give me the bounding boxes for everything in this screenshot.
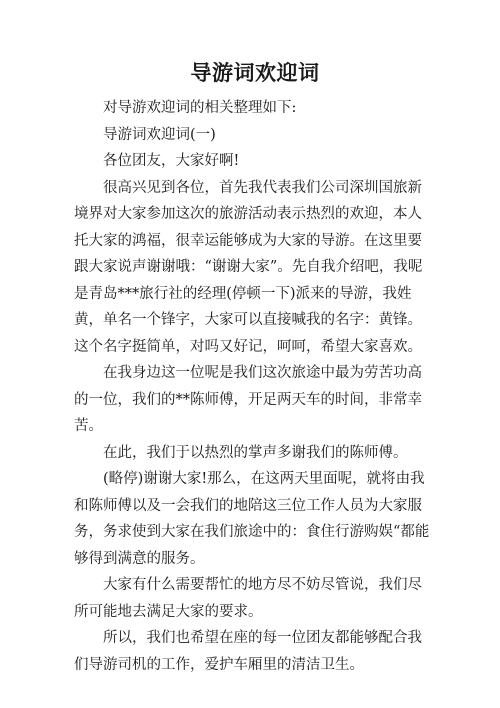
paragraph-help: 大家有什么需要帮忙的地方尽不妨尽管说，我们尽所可能地去满足大家的要求。 xyxy=(74,577,422,620)
paragraph-self-introduction: 很高兴见到各位，首先我代表我们公司深圳国旅新境界对大家参加这次的旅游活动表示热烈的欢迎，本人托大家的鸿福，很幸运能够成为大家的导游。在这里要跟大家说声谢谢哦：“谢谢大家”。先自我介绍吧，我呢是青岛***旅行社的经理(停顿一下)派来的导游，我姓黄，单名一个锋字，大家可以直接喊我的名字：黄锋。这个名字挺简单，对吗又好记，呵呵，希望大家喜欢。 xyxy=(74,179,423,355)
paragraph-intro: 对导游欢迎词的相关整理如下: xyxy=(103,100,297,116)
paragraph-service: (略停)谢谢大家!那么，在这两天里面呢，就将由我和陈师傅以及一会我们的地陪这三位工作人员为大家服务，务求使到大家在我们旅途中的：食住行游购娱“都能够得到满意的服务。 xyxy=(74,471,430,567)
document-body xyxy=(74,95,436,678)
paragraph-driver-introduction: 在我身边这一位呢是我们这次旅途中最为劳苦功高的一位，我们的**陈师傅，开足两天车的时间，非常幸苦。 xyxy=(74,365,422,434)
paragraph-section-heading: 导游词欢迎词(一) xyxy=(103,126,216,143)
document-title: 导游词欢迎词 xyxy=(190,60,320,85)
paragraph-applause: 在此，我们于以热烈的掌声多谢我们的陈师傅。 xyxy=(103,444,408,461)
paragraph-cooperation: 所以，我们也希望在座的每一位团友都能够配合我们导游司机的工作，爱护车厢里的清洁卫生。 xyxy=(74,630,422,673)
paragraph-greeting: 各位团友，大家好啊! xyxy=(103,153,240,169)
